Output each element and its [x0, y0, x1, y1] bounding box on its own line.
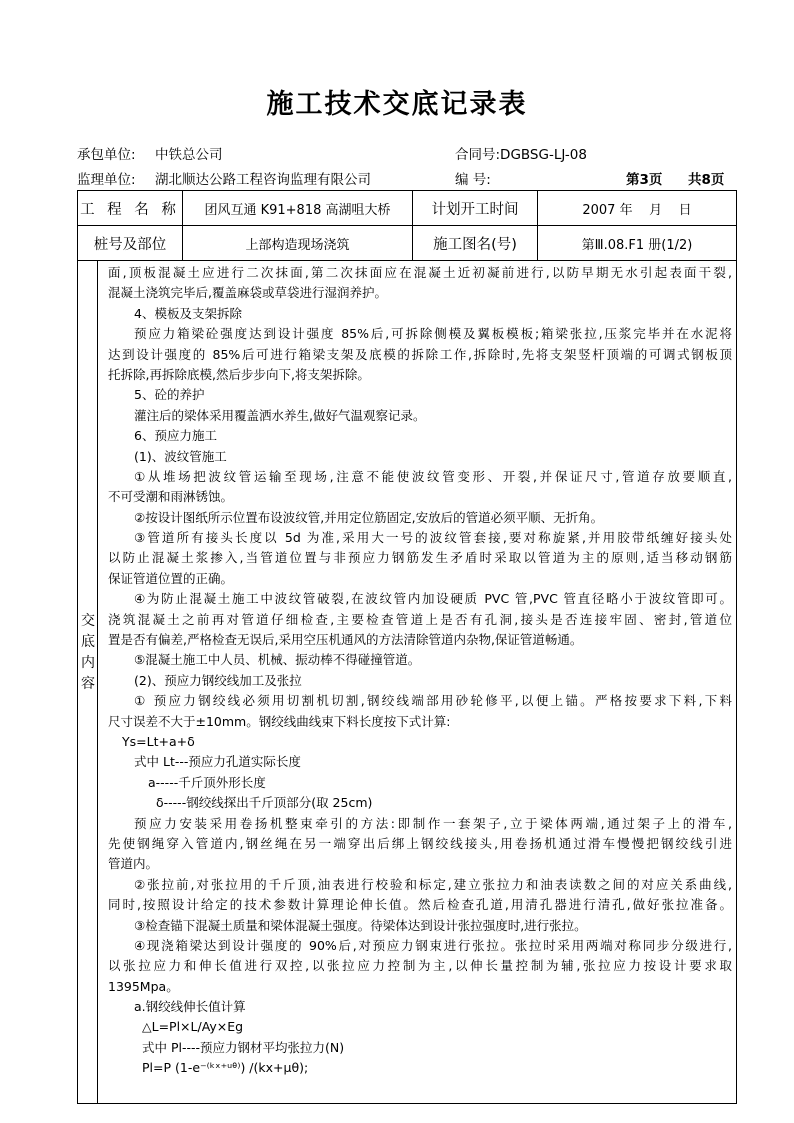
drawing-label: 施工图名(号)	[413, 226, 538, 260]
content-line: 混凝土浇筑完毕后,覆盖麻袋或草袋进行湿润养护。	[108, 285, 387, 301]
content-line: 预应力箱梁砼强度达到设计强度 85%后,可拆除侧模及翼板模板;箱梁张拉,压浆完毕并在水泥将	[134, 326, 732, 342]
content-line: 浇筑混凝土之前再对管道仔细检查,主要检查管道上是否有孔洞,接头是否连接牢固、密封,管道位	[108, 611, 732, 627]
content-line: ① 预应力钢绞线必须用切割机切割,钢绞线端部用砂轮修平,以便上锚。严格按要求下料,下料	[134, 693, 732, 709]
station-value: 上部构造现场浇筑	[183, 226, 413, 260]
contractor-label: 承包单位:	[77, 147, 136, 163]
content-line: 面,顶板混凝土应进行二次抹面,第二次抹面应在混凝土近初凝前进行,以防早期无水引起表面干裂,	[108, 265, 732, 280]
content-line: ③管道所有接头长度以 5d 为准,采用大一号的波纹管套接,要对称旋紧,并用胶带纸缠好接头处	[134, 530, 732, 546]
content-line: ③检查锚下混凝土质量和梁体混凝土强度。待梁体达到设计张拉强度时,进行张拉。	[134, 917, 587, 933]
table-row	[78, 226, 736, 261]
content-line: ④为防止混凝土施工中波纹管破裂,在波纹管内加设硬质 PVC 管,PVC 管直径略小于波纹管即可。	[134, 591, 732, 607]
content-line: Pl=P (1-e⁻⁽ᵏˣ⁺ᵘᶿ⁾) /(kx+μθ);	[142, 1060, 309, 1076]
planned-start-value: 2007 年 月 日	[582, 202, 692, 218]
content-line: 保证管道位置的正确。	[108, 570, 234, 586]
content-line: δ-----钢绞线探出千斤顶部分(取 25cm)	[156, 795, 373, 811]
content-line: ④现浇箱梁达到设计强度的 90%后,对预应力钢束进行张拉。张拉时采用两端对称同步分级进行,	[134, 937, 732, 953]
supervisor-label: 监理单位:	[77, 172, 136, 188]
record-table	[77, 190, 737, 1104]
content-line: 尺寸误差不大于±10mm。钢绞线曲线束下料长度按下式计算:	[108, 713, 451, 729]
content-line: ②按设计图纸所示位置布设波纹管,并用定位筋固定,安放后的管道必须平顺、无折角。	[134, 509, 604, 525]
content-body	[108, 263, 732, 1079]
content-line: (1)、波纹管施工	[134, 448, 227, 464]
contract-number: 合同号:DGBSG-LJ-08	[455, 147, 587, 163]
content-line: ⑤混凝土施工中人员、机械、振动棒不得碰撞管道。	[134, 652, 421, 668]
content-line: Ys=Lt+a+δ	[122, 733, 195, 749]
content-line: 托拆除,再拆除底模,然后步步向下,将支架拆除。	[108, 366, 370, 382]
content-line: ②张拉前,对张拉用的千斤顶,油表进行校验和标定,建立张拉力和油表读数之间的对应关系曲线,	[134, 876, 732, 892]
planned-start-label: 计划开工时间	[413, 191, 538, 225]
drawing-value: 第Ⅲ.08.F1 册(1/2)	[581, 237, 693, 253]
content-line: 以防止混凝土浆掺入,当管道位置与非预应力钢筋发生矛盾时采取以管道为主的原则,适当移动钢筋	[108, 550, 732, 566]
content-line: 1395Mpa。	[108, 978, 179, 994]
content-line: 置是否有偏差,严格检查无误后,采用空压机通风的方法清除管道内杂物,保证管道畅通。	[108, 632, 583, 648]
content-line: 不可受潮和雨淋锈蚀。	[108, 489, 234, 505]
content-line: 式中 Pl----预应力钢材平均张拉力(N)	[142, 1039, 345, 1055]
content-line: a.钢绞线伸长值计算	[134, 999, 246, 1015]
table-row	[78, 191, 736, 226]
content-line: 6、预应力施工	[134, 428, 217, 444]
page-total: 共8页	[688, 172, 725, 188]
content-line: 管道内。	[108, 856, 159, 872]
content-line: 灌注后的梁体采用覆盖洒水养生,做好气温观察记录。	[134, 407, 426, 423]
side-char: 容	[81, 676, 95, 692]
number-label: 编 号:	[455, 172, 491, 188]
side-char: 底	[81, 634, 95, 650]
side-char: 内	[81, 655, 95, 671]
content-line: △L=Pl×L/Ay×Eg	[142, 1019, 244, 1035]
project-name-value: 团风互通 K91+818 高湖咀大桥	[183, 191, 413, 225]
content-line: 同时,按照设计给定的技术参数计算理论伸长值。然后检查孔道,用清孔器进行清孔,做好张拉准备。	[108, 897, 732, 913]
side-column	[78, 261, 98, 1103]
content-line: 5、砼的养护	[134, 387, 205, 403]
content-line: a-----千斤顶外形长度	[148, 774, 266, 790]
project-name-label: 工 程 名 称	[78, 191, 183, 225]
content-line: 先使钢绳穿入管道内,钢丝绳在另一端穿出后绑上钢绞线接头,用卷扬机通过滑车慢慢把钢绞线引进	[108, 835, 732, 851]
side-char: 交	[81, 613, 95, 629]
content-line: 达到设计强度的 85%后可进行箱梁支架及底模的拆除工作,拆除时,先将支架竖杆顶端的可调式钢板顶	[108, 346, 732, 362]
page-title: 施工技术交底记录表	[266, 89, 528, 120]
page-number: 第3页	[626, 172, 663, 188]
content-line: 式中 Lt---预应力孔道实际长度	[134, 754, 301, 770]
content-line: (2)、预应力钢绞线加工及张拉	[134, 672, 302, 688]
content-line: 预应力安装采用卷扬机整束牵引的方法:即制作一套架子,立于梁体两端,通过架子上的滑车,	[134, 815, 732, 831]
station-label: 桩号及部位	[78, 226, 183, 260]
content-line: 4、模板及支架拆除	[134, 305, 242, 321]
supervisor-value: 湖北顺达公路工程咨询监理有限公司	[155, 172, 371, 188]
content-line: ①从堆场把波纹管运输至现场,注意不能使波纹管变形、开裂,并保证尺寸,管道存放要顺直,	[134, 468, 732, 484]
side-label	[78, 611, 98, 695]
content-line: 以张拉应力和伸长值进行双控,以张拉应力控制为主,以伸长量控制为辅,张拉应力按设计要求取	[108, 958, 732, 974]
contractor-value: 中铁总公司	[155, 147, 223, 163]
